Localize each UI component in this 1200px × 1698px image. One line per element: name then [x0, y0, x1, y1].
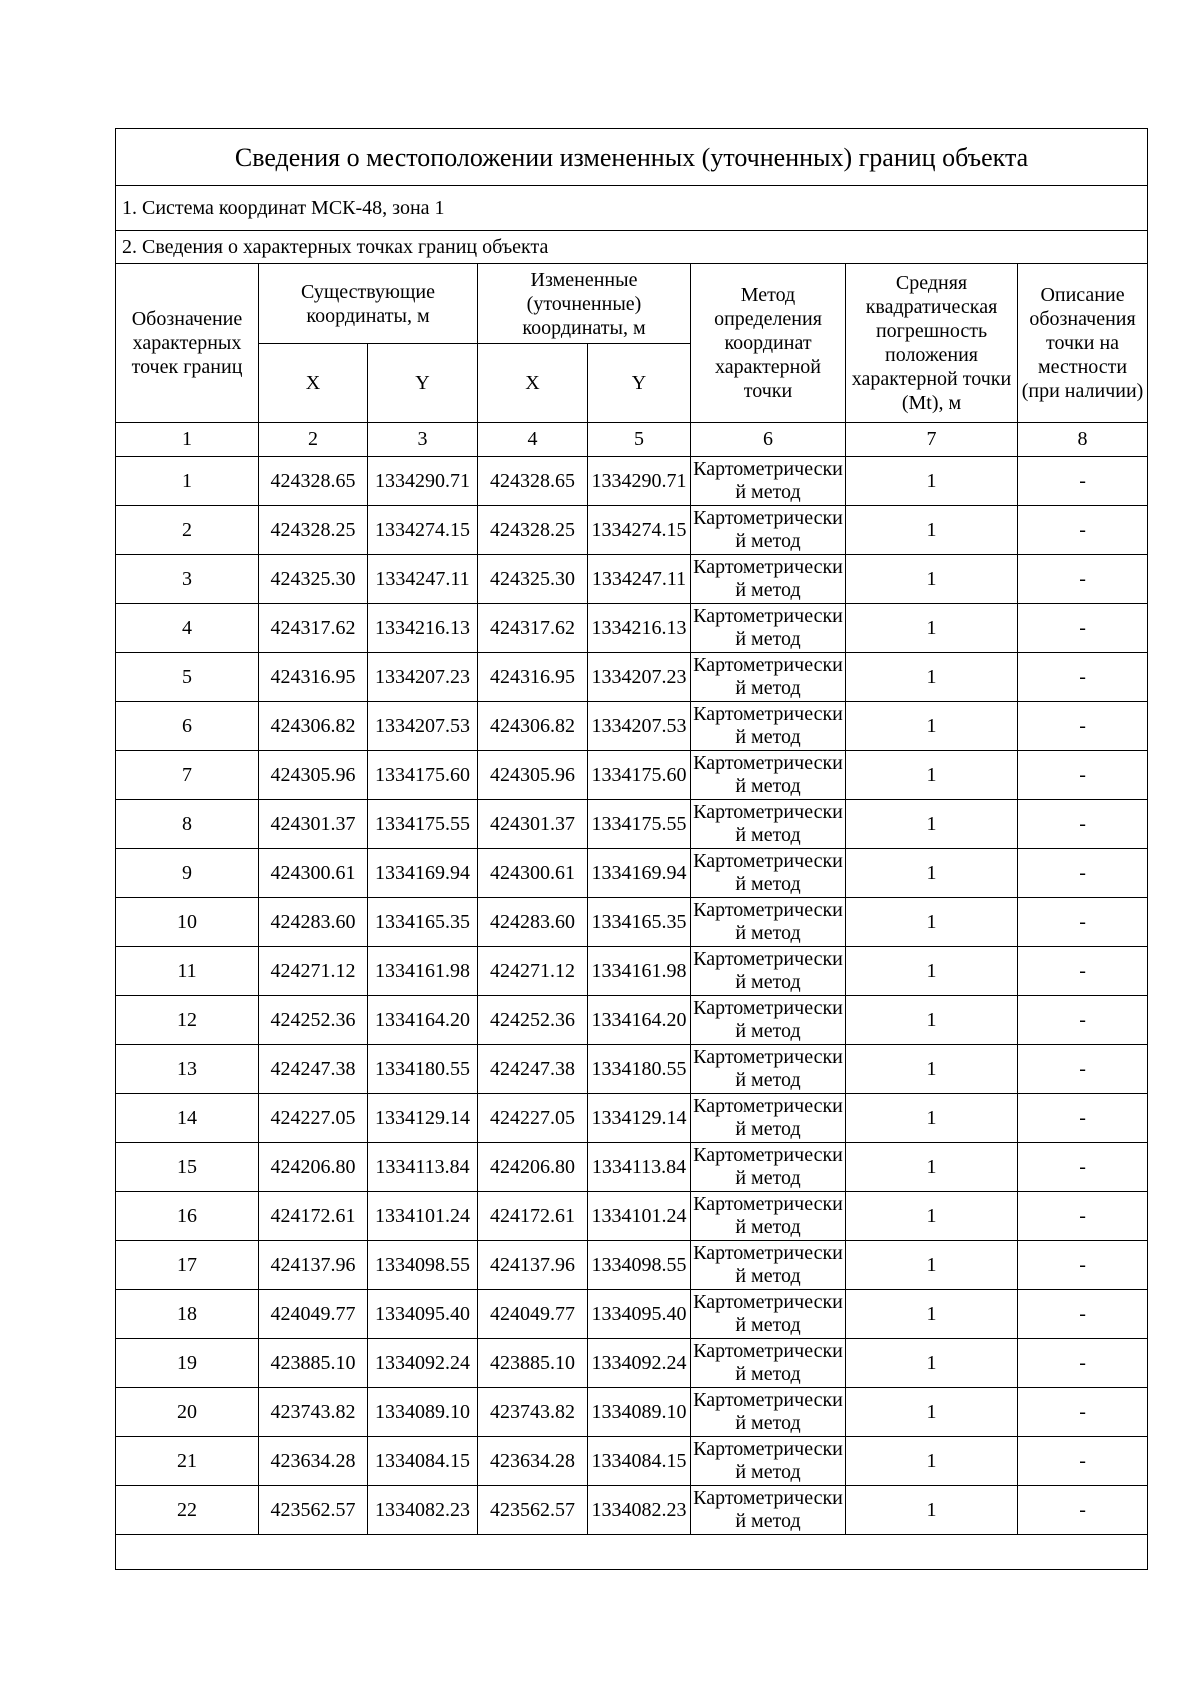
existing-y-cell: 1334207.23	[368, 653, 478, 702]
description-cell: -	[1018, 1094, 1148, 1143]
changed-y-cell: 1334169.94	[588, 849, 691, 898]
method-cell: Картометрический метод	[691, 555, 846, 604]
table-row	[116, 800, 1148, 849]
method-cell: Картометрический метод	[691, 1192, 846, 1241]
existing-x-cell: 424247.38	[259, 1045, 368, 1094]
table-row	[116, 555, 1148, 604]
document-page	[115, 128, 1147, 1570]
existing-x-cell: 424137.96	[259, 1241, 368, 1290]
point-number-cell: 3	[116, 555, 259, 604]
table-row	[116, 1339, 1148, 1388]
existing-y-cell: 1334082.23	[368, 1486, 478, 1535]
table-row	[116, 653, 1148, 702]
point-number-cell: 9	[116, 849, 259, 898]
point-number-cell: 10	[116, 898, 259, 947]
changed-x-cell: 424049.77	[478, 1290, 588, 1339]
description-cell: -	[1018, 1241, 1148, 1290]
mean-error-cell: 1	[846, 506, 1018, 555]
mean-error-cell: 1	[846, 751, 1018, 800]
description-cell: -	[1018, 996, 1148, 1045]
method-cell: Картометрический метод	[691, 849, 846, 898]
existing-x-cell: 424172.61	[259, 1192, 368, 1241]
empty-row	[116, 1535, 1148, 1570]
changed-y-cell: 1334247.11	[588, 555, 691, 604]
method-cell: Картометрический метод	[691, 653, 846, 702]
changed-x-cell: 424328.25	[478, 506, 588, 555]
table-row	[116, 996, 1148, 1045]
changed-x-cell: 424172.61	[478, 1192, 588, 1241]
column-number: 3	[368, 423, 478, 457]
mean-error-cell: 1	[846, 555, 1018, 604]
table-row	[116, 1486, 1148, 1535]
existing-x-cell: 423885.10	[259, 1339, 368, 1388]
method-cell: Картометрический метод	[691, 506, 846, 555]
header-x-changed: X	[478, 344, 588, 423]
point-number-cell: 7	[116, 751, 259, 800]
existing-y-cell: 1334084.15	[368, 1437, 478, 1486]
mean-error-cell: 1	[846, 1388, 1018, 1437]
table-row	[116, 1192, 1148, 1241]
changed-y-cell: 1334207.23	[588, 653, 691, 702]
mean-error-cell: 1	[846, 1437, 1018, 1486]
mean-error-cell: 1	[846, 1094, 1018, 1143]
description-cell: -	[1018, 457, 1148, 506]
description-cell: -	[1018, 1192, 1148, 1241]
existing-y-cell: 1334169.94	[368, 849, 478, 898]
existing-y-cell: 1334092.24	[368, 1339, 478, 1388]
point-number-cell: 16	[116, 1192, 259, 1241]
existing-x-cell: 424252.36	[259, 996, 368, 1045]
point-number-cell: 21	[116, 1437, 259, 1486]
existing-y-cell: 1334165.35	[368, 898, 478, 947]
changed-x-cell: 424306.82	[478, 702, 588, 751]
changed-x-cell: 424247.38	[478, 1045, 588, 1094]
method-cell: Картометрический метод	[691, 800, 846, 849]
changed-y-cell: 1334129.14	[588, 1094, 691, 1143]
column-number: 6	[691, 423, 846, 457]
mean-error-cell: 1	[846, 849, 1018, 898]
changed-x-cell: 424227.05	[478, 1094, 588, 1143]
point-number-cell: 11	[116, 947, 259, 996]
changed-x-cell: 424325.30	[478, 555, 588, 604]
changed-x-cell: 423885.10	[478, 1339, 588, 1388]
existing-y-cell: 1334290.71	[368, 457, 478, 506]
header-point: Обозначение характерных точек границ	[116, 264, 259, 423]
existing-x-cell: 424328.25	[259, 506, 368, 555]
existing-y-cell: 1334180.55	[368, 1045, 478, 1094]
changed-y-cell: 1334113.84	[588, 1143, 691, 1192]
point-number-cell: 19	[116, 1339, 259, 1388]
point-number-cell: 8	[116, 800, 259, 849]
column-number: 7	[846, 423, 1018, 457]
mean-error-cell: 1	[846, 996, 1018, 1045]
method-cell: Картометрический метод	[691, 1486, 846, 1535]
header-changed: Измененные (уточненные) координаты, м	[478, 264, 691, 344]
method-cell: Картометрический метод	[691, 702, 846, 751]
existing-y-cell: 1334274.15	[368, 506, 478, 555]
method-cell: Картометрический метод	[691, 1437, 846, 1486]
method-cell: Картометрический метод	[691, 1339, 846, 1388]
description-cell: -	[1018, 506, 1148, 555]
changed-y-cell: 1334098.55	[588, 1241, 691, 1290]
mean-error-cell: 1	[846, 947, 1018, 996]
existing-y-cell: 1334089.10	[368, 1388, 478, 1437]
table-row	[116, 457, 1148, 506]
point-number-cell: 5	[116, 653, 259, 702]
changed-x-cell: 424137.96	[478, 1241, 588, 1290]
changed-x-cell: 424206.80	[478, 1143, 588, 1192]
point-number-cell: 20	[116, 1388, 259, 1437]
existing-y-cell: 1334161.98	[368, 947, 478, 996]
point-number-cell: 22	[116, 1486, 259, 1535]
table-row	[116, 604, 1148, 653]
changed-y-cell: 1334175.60	[588, 751, 691, 800]
changed-x-cell: 423743.82	[478, 1388, 588, 1437]
header-existing: Существующие координаты, м	[259, 264, 478, 344]
header-error: Средняя квадратическая погрешность положения характерной точки (Mt), м	[846, 264, 1018, 423]
table-row	[116, 702, 1148, 751]
existing-y-cell: 1334175.60	[368, 751, 478, 800]
existing-y-cell: 1334175.55	[368, 800, 478, 849]
existing-y-cell: 1334207.53	[368, 702, 478, 751]
column-number: 1	[116, 423, 259, 457]
header-y-changed: Y	[588, 344, 691, 423]
changed-x-cell: 424328.65	[478, 457, 588, 506]
empty-cell	[116, 1535, 1148, 1570]
mean-error-cell: 1	[846, 1143, 1018, 1192]
table-row	[116, 506, 1148, 555]
existing-x-cell: 424328.65	[259, 457, 368, 506]
method-cell: Картометрический метод	[691, 996, 846, 1045]
existing-x-cell: 424049.77	[259, 1290, 368, 1339]
boundary-points-table	[115, 128, 1148, 1570]
existing-x-cell: 424206.80	[259, 1143, 368, 1192]
method-cell: Картометрический метод	[691, 1241, 846, 1290]
method-cell: Картометрический метод	[691, 457, 846, 506]
description-cell: -	[1018, 653, 1148, 702]
document-title: Сведения о местоположении измененных (уточненных) границ объекта	[116, 129, 1148, 186]
changed-y-cell: 1334164.20	[588, 996, 691, 1045]
mean-error-cell: 1	[846, 1192, 1018, 1241]
method-cell: Картометрический метод	[691, 1045, 846, 1094]
changed-y-cell: 1334089.10	[588, 1388, 691, 1437]
changed-y-cell: 1334175.55	[588, 800, 691, 849]
existing-y-cell: 1334164.20	[368, 996, 478, 1045]
column-number: 2	[259, 423, 368, 457]
point-number-cell: 6	[116, 702, 259, 751]
existing-x-cell: 424306.82	[259, 702, 368, 751]
method-cell: Картометрический метод	[691, 1094, 846, 1143]
point-number-cell: 13	[116, 1045, 259, 1094]
description-cell: -	[1018, 1388, 1148, 1437]
description-cell: -	[1018, 604, 1148, 653]
existing-x-cell: 424300.61	[259, 849, 368, 898]
mean-error-cell: 1	[846, 898, 1018, 947]
mean-error-cell: 1	[846, 457, 1018, 506]
changed-y-cell: 1334290.71	[588, 457, 691, 506]
existing-x-cell: 424305.96	[259, 751, 368, 800]
existing-x-cell: 424316.95	[259, 653, 368, 702]
description-cell: -	[1018, 555, 1148, 604]
column-number: 8	[1018, 423, 1148, 457]
table-row	[116, 1045, 1148, 1094]
mean-error-cell: 1	[846, 702, 1018, 751]
method-cell: Картометрический метод	[691, 898, 846, 947]
changed-y-cell: 1334095.40	[588, 1290, 691, 1339]
description-cell: -	[1018, 1486, 1148, 1535]
existing-y-cell: 1334113.84	[368, 1143, 478, 1192]
method-cell: Картометрический метод	[691, 947, 846, 996]
existing-y-cell: 1334129.14	[368, 1094, 478, 1143]
point-number-cell: 15	[116, 1143, 259, 1192]
description-cell: -	[1018, 1437, 1148, 1486]
header-description: Описание обозначения точки на местности (при наличии)	[1018, 264, 1148, 423]
changed-x-cell: 424252.36	[478, 996, 588, 1045]
method-cell: Картометрический метод	[691, 751, 846, 800]
existing-x-cell: 424271.12	[259, 947, 368, 996]
description-cell: -	[1018, 751, 1148, 800]
point-number-cell: 18	[116, 1290, 259, 1339]
mean-error-cell: 1	[846, 1339, 1018, 1388]
changed-x-cell: 424317.62	[478, 604, 588, 653]
changed-x-cell: 423562.57	[478, 1486, 588, 1535]
table-row	[116, 898, 1148, 947]
changed-y-cell: 1334165.35	[588, 898, 691, 947]
description-cell: -	[1018, 1339, 1148, 1388]
changed-x-cell: 424301.37	[478, 800, 588, 849]
point-number-cell: 4	[116, 604, 259, 653]
table-row	[116, 1094, 1148, 1143]
existing-y-cell: 1334095.40	[368, 1290, 478, 1339]
table-row	[116, 947, 1148, 996]
existing-x-cell: 424283.60	[259, 898, 368, 947]
changed-y-cell: 1334082.23	[588, 1486, 691, 1535]
method-cell: Картометрический метод	[691, 1290, 846, 1339]
changed-x-cell: 424283.60	[478, 898, 588, 947]
changed-x-cell: 424271.12	[478, 947, 588, 996]
changed-y-cell: 1334207.53	[588, 702, 691, 751]
coordinate-system: 1. Система координат МСК-48, зона 1	[116, 186, 1148, 231]
header-y-existing: Y	[368, 344, 478, 423]
column-numbers-row	[116, 423, 1148, 457]
description-cell: -	[1018, 898, 1148, 947]
changed-y-cell: 1334084.15	[588, 1437, 691, 1486]
changed-y-cell: 1334216.13	[588, 604, 691, 653]
table-row	[116, 1143, 1148, 1192]
mean-error-cell: 1	[846, 1290, 1018, 1339]
table-row	[116, 751, 1148, 800]
header-x-existing: X	[259, 344, 368, 423]
table-row	[116, 849, 1148, 898]
point-number-cell: 17	[116, 1241, 259, 1290]
existing-y-cell: 1334101.24	[368, 1192, 478, 1241]
point-number-cell: 14	[116, 1094, 259, 1143]
changed-y-cell: 1334101.24	[588, 1192, 691, 1241]
description-cell: -	[1018, 702, 1148, 751]
column-number: 4	[478, 423, 588, 457]
description-cell: -	[1018, 1143, 1148, 1192]
table-row	[116, 1290, 1148, 1339]
changed-x-cell: 424300.61	[478, 849, 588, 898]
method-cell: Картометрический метод	[691, 1143, 846, 1192]
existing-x-cell: 424301.37	[259, 800, 368, 849]
changed-x-cell: 424305.96	[478, 751, 588, 800]
changed-y-cell: 1334274.15	[588, 506, 691, 555]
description-cell: -	[1018, 1290, 1148, 1339]
existing-x-cell: 424325.30	[259, 555, 368, 604]
mean-error-cell: 1	[846, 653, 1018, 702]
description-cell: -	[1018, 947, 1148, 996]
existing-x-cell: 423743.82	[259, 1388, 368, 1437]
existing-x-cell: 424227.05	[259, 1094, 368, 1143]
mean-error-cell: 1	[846, 604, 1018, 653]
point-number-cell: 1	[116, 457, 259, 506]
table-row	[116, 1437, 1148, 1486]
description-cell: -	[1018, 1045, 1148, 1094]
existing-x-cell: 423634.28	[259, 1437, 368, 1486]
method-cell: Картометрический метод	[691, 1388, 846, 1437]
column-number: 5	[588, 423, 691, 457]
section-heading: 2. Сведения о характерных точках границ объекта	[116, 231, 1148, 264]
changed-x-cell: 423634.28	[478, 1437, 588, 1486]
existing-y-cell: 1334247.11	[368, 555, 478, 604]
existing-y-cell: 1334216.13	[368, 604, 478, 653]
mean-error-cell: 1	[846, 1241, 1018, 1290]
header-method: Метод определения координат характерной точки	[691, 264, 846, 423]
changed-x-cell: 424316.95	[478, 653, 588, 702]
changed-y-cell: 1334180.55	[588, 1045, 691, 1094]
description-cell: -	[1018, 800, 1148, 849]
existing-x-cell: 424317.62	[259, 604, 368, 653]
mean-error-cell: 1	[846, 800, 1018, 849]
mean-error-cell: 1	[846, 1486, 1018, 1535]
existing-x-cell: 423562.57	[259, 1486, 368, 1535]
point-number-cell: 2	[116, 506, 259, 555]
table-row	[116, 1388, 1148, 1437]
changed-y-cell: 1334092.24	[588, 1339, 691, 1388]
mean-error-cell: 1	[846, 1045, 1018, 1094]
changed-y-cell: 1334161.98	[588, 947, 691, 996]
description-cell: -	[1018, 849, 1148, 898]
existing-y-cell: 1334098.55	[368, 1241, 478, 1290]
table-row	[116, 1241, 1148, 1290]
point-number-cell: 12	[116, 996, 259, 1045]
method-cell: Картометрический метод	[691, 604, 846, 653]
